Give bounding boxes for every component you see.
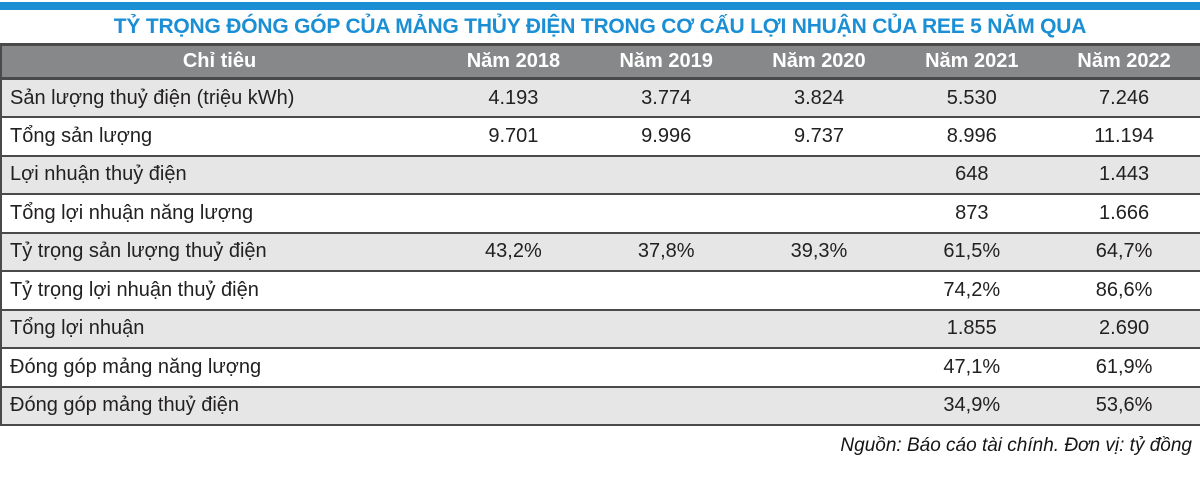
cell-value: 2.690 <box>1099 317 1150 340</box>
cell-value <box>590 348 743 387</box>
cell-value <box>590 156 743 195</box>
row-label: Tổng sản lượng <box>10 124 153 147</box>
table-header-row <box>1 45 1200 79</box>
column-header-nam-2022: Năm 2022 <box>1048 45 1200 79</box>
row-label: Tỷ trọng lợi nhuận thuỷ điện <box>10 278 259 301</box>
cell-value <box>437 271 590 310</box>
cell-value <box>743 156 896 195</box>
cell-value: 1.855 <box>946 317 997 340</box>
cell-value <box>743 310 896 349</box>
row-label: Tổng lợi nhuận <box>10 317 145 340</box>
table-row <box>1 79 1200 118</box>
cell-value: 11.194 <box>1094 124 1154 147</box>
table-row <box>1 233 1200 272</box>
cell-value: 53,6% <box>1095 394 1153 417</box>
table-row <box>1 310 1200 349</box>
cell-value: 9.701 <box>488 124 539 147</box>
cell-value: 47,1% <box>943 355 1001 378</box>
column-header-nam-2021: Năm 2021 <box>895 45 1048 79</box>
cell-value: 3.824 <box>793 86 845 109</box>
source-note: Nguồn: Báo cáo tài chính. Đơn vị: tỷ đồng <box>840 435 1192 456</box>
cell-value <box>590 271 743 310</box>
cell-value: 3.774 <box>641 86 692 109</box>
cell-value: 9.737 <box>793 124 845 147</box>
cell-value: 873 <box>955 201 989 224</box>
cell-value: 43,2% <box>485 240 542 263</box>
cell-value: 9.996 <box>641 124 692 147</box>
cell-value: 8.996 <box>946 124 997 147</box>
cell-value: 61,9% <box>1095 355 1153 378</box>
column-header-nam-2018: Năm 2018 <box>437 45 590 79</box>
table-row <box>1 271 1200 310</box>
cell-value: 64,7% <box>1095 240 1153 263</box>
table-body <box>1 79 1200 426</box>
cell-value <box>437 387 590 426</box>
cell-value <box>590 387 743 426</box>
cell-value: 37,8% <box>637 240 695 263</box>
cell-value: 4.193 <box>488 86 539 109</box>
column-header-chi-tieu: Chỉ tiêu <box>1 45 437 79</box>
row-label: Sản lượng thuỷ điện (triệu kWh) <box>10 86 295 109</box>
cell-value: 1.443 <box>1099 163 1150 186</box>
row-label: Đóng góp mảng năng lượng <box>10 355 262 378</box>
page-title: TỶ TRỌNG ĐÓNG GÓP CỦA MẢNG THỦY ĐIỆN TRONG CƠ CẤU LỢI NHUẬN CỦA REE 5 NĂM QUA <box>113 14 1087 38</box>
cell-value <box>743 271 896 310</box>
table-row <box>1 387 1200 426</box>
row-label: Tổng lợi nhuận năng lượng <box>10 201 254 224</box>
cell-value: 61,5% <box>943 240 1001 263</box>
cell-value <box>590 310 743 349</box>
row-label: Đóng góp mảng thuỷ điện <box>10 394 240 417</box>
accent-top-bar <box>0 2 1200 10</box>
cell-value: 7.246 <box>1099 86 1150 109</box>
column-header-nam-2020: Năm 2020 <box>743 45 896 79</box>
cell-value <box>437 348 590 387</box>
cell-value: 86,6% <box>1095 278 1153 301</box>
cell-value <box>743 387 896 426</box>
cell-value: 648 <box>955 163 989 186</box>
cell-value <box>743 348 896 387</box>
cell-value: 74,2% <box>943 278 1001 301</box>
cell-value: 5.530 <box>946 86 997 109</box>
cell-value: 1.666 <box>1099 201 1150 224</box>
cell-value <box>437 310 590 349</box>
column-header-nam-2019: Năm 2019 <box>590 45 743 79</box>
row-label: Tỷ trọng sản lượng thuỷ điện <box>10 240 267 263</box>
cell-value <box>437 194 590 233</box>
data-table <box>0 43 1200 426</box>
cell-value <box>743 194 896 233</box>
row-label: Lợi nhuận thuỷ điện <box>10 163 187 186</box>
infographic-page <box>0 2 1200 491</box>
cell-value: 34,9% <box>943 394 1001 417</box>
table-row <box>1 194 1200 233</box>
table-row <box>1 348 1200 387</box>
table-row <box>1 156 1200 195</box>
cell-value <box>437 156 590 195</box>
cell-value: 39,3% <box>790 240 848 263</box>
table-row <box>1 117 1200 156</box>
cell-value <box>590 194 743 233</box>
